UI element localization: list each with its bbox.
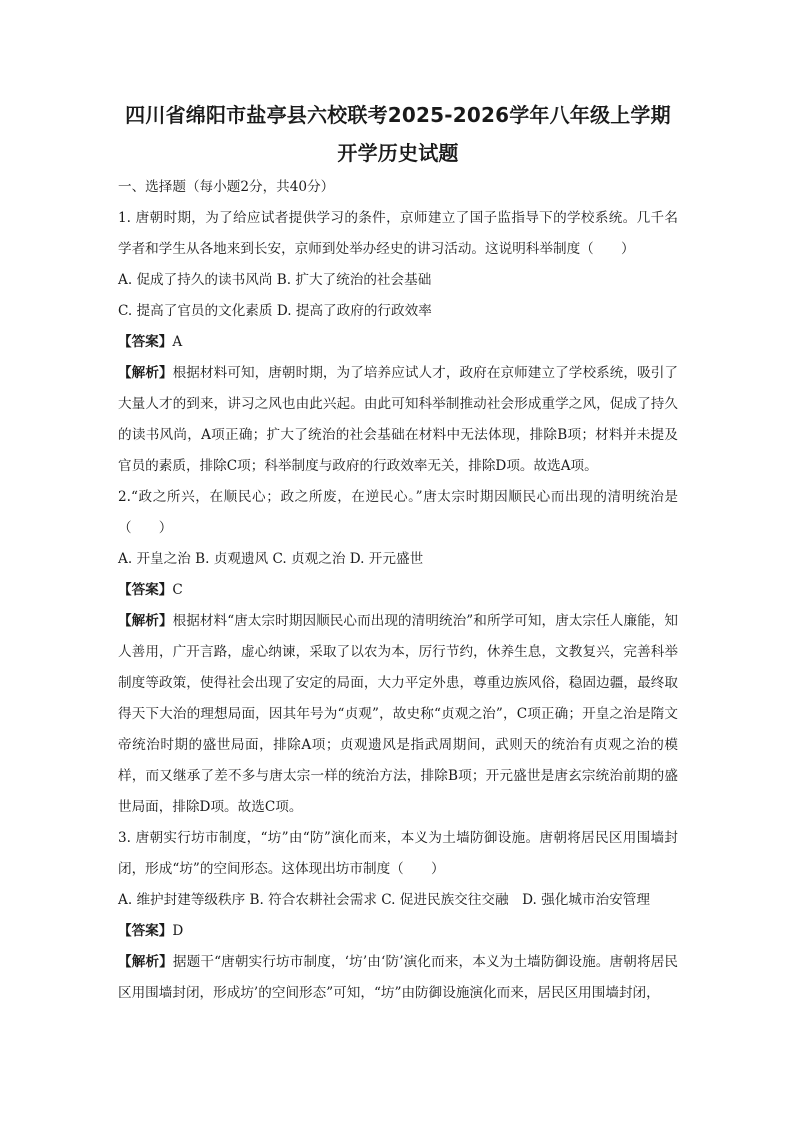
answer-label: 【答案】 [118, 582, 173, 598]
question-2-analysis [118, 606, 678, 823]
answer-value: A [172, 334, 183, 350]
question-3-stem: 3. 唐朝实行坊市制度，“坊”由“防”演化而来，本义为土墙防御设施。唐朝将居民区用围墙封闭，形成“坊”的空间形态。这体现出坊市制度（ ） [118, 830, 678, 877]
question-1-analysis [118, 358, 678, 482]
document-title-line2: 开学历史试题 [337, 141, 459, 165]
question-2-stem: 2.“政之所兴，在顺民心；政之所废，在逆民心。”唐太宗时期因顺民心而出现的清明统治是（ ） [118, 489, 678, 536]
analysis-text: 据题干“唐朝实行坊市制度，‘坊’由‘防’演化而来，本义为土墙防御设施。唐朝将居民区用围墙封闭，形成坊’的空间形态”可知，“坊”由防御设施演化而来，居民区用围墙封闭， [118, 954, 679, 1001]
analysis-text: 根据材料“唐太宗时期因顺民心而出现的清明统治”和所学可知，唐太宗任人廉能，知人善用，广开言路，虚心纳谏，采取了以农为本，厉行节约，休养生息，文教复兴，完善科举制度等政策，使得社会出现了安定的局面，大力平定外患，尊重边族风俗，稳固边疆，最终取得天下大治的理想局面，因其年号为“贞观”，故史称“贞观之治”，C项正确；开皇之治是隋文帝统治时期的盛世局面，排除A项；贞观遗风是指武周期间，武则天的统治有贞观之治的模样，而又继承了差不多与唐太宗一样的统治方法，排除B项；开元盛世是唐玄宗统治前期的盛世局面，排除D项。故选C项。 [118, 613, 678, 815]
question-2-options: A. 开皇之治 B. 贞观遗风 C. 贞观之治 D. 开元盛世 [118, 551, 424, 567]
question-3-options: A. 维护封建等级秩序 B. 符合农耕社会需求 C. 促进民族交往交融 D. 强化城市治安管理 [118, 892, 650, 908]
answer-label: 【答案】 [118, 923, 173, 939]
analysis-text: 根据材料可知，唐朝时期，为了培养应试人才，政府在京师建立了学校系统，吸引了大量人才的到来，讲习之风也由此兴起。由此可知科举制推动社会形成重学之风，促成了持久的读书风尚，A项正确；扩大了统治的社会基础在材料中无法体现，排除B项；材料并未提及官员的素质，排除C项；科举制度与政府的行政效率无关，排除D项。故选A项。 [118, 365, 678, 474]
question-3-analysis [118, 947, 678, 1009]
document-page [118, 96, 678, 1009]
answer-value: D [172, 923, 184, 939]
analysis-label: 【解析】 [118, 954, 173, 970]
question-2-answer [118, 575, 678, 606]
section-heading: 一、选择题（每小题2分，共40分） [118, 179, 335, 195]
document-title-line1: 四川省绵阳市盐亭县六校联考2025-2026学年八年级上学期 [125, 103, 671, 127]
answer-label: 【答案】 [118, 334, 173, 350]
analysis-label: 【解析】 [118, 365, 173, 381]
question-1-answer [118, 327, 678, 358]
question-1-stem: 1. 唐朝时期，为了给应试者提供学习的条件，京师建立了国子监指导下的学校系统。几千名学者和学生从各地来到长安，京师到处举办经史的讲习活动。这说明科举制度（ ） [118, 210, 678, 257]
answer-value: C [172, 582, 183, 598]
analysis-label: 【解析】 [118, 613, 173, 629]
question-3-answer [118, 916, 678, 947]
question-1-options-line1: A. 促成了持久的读书风尚 B. 扩大了统治的社会基础 [118, 272, 432, 288]
question-1-options-line2: C. 提高了官员的文化素质 D. 提高了政府的行政效率 [118, 303, 432, 319]
